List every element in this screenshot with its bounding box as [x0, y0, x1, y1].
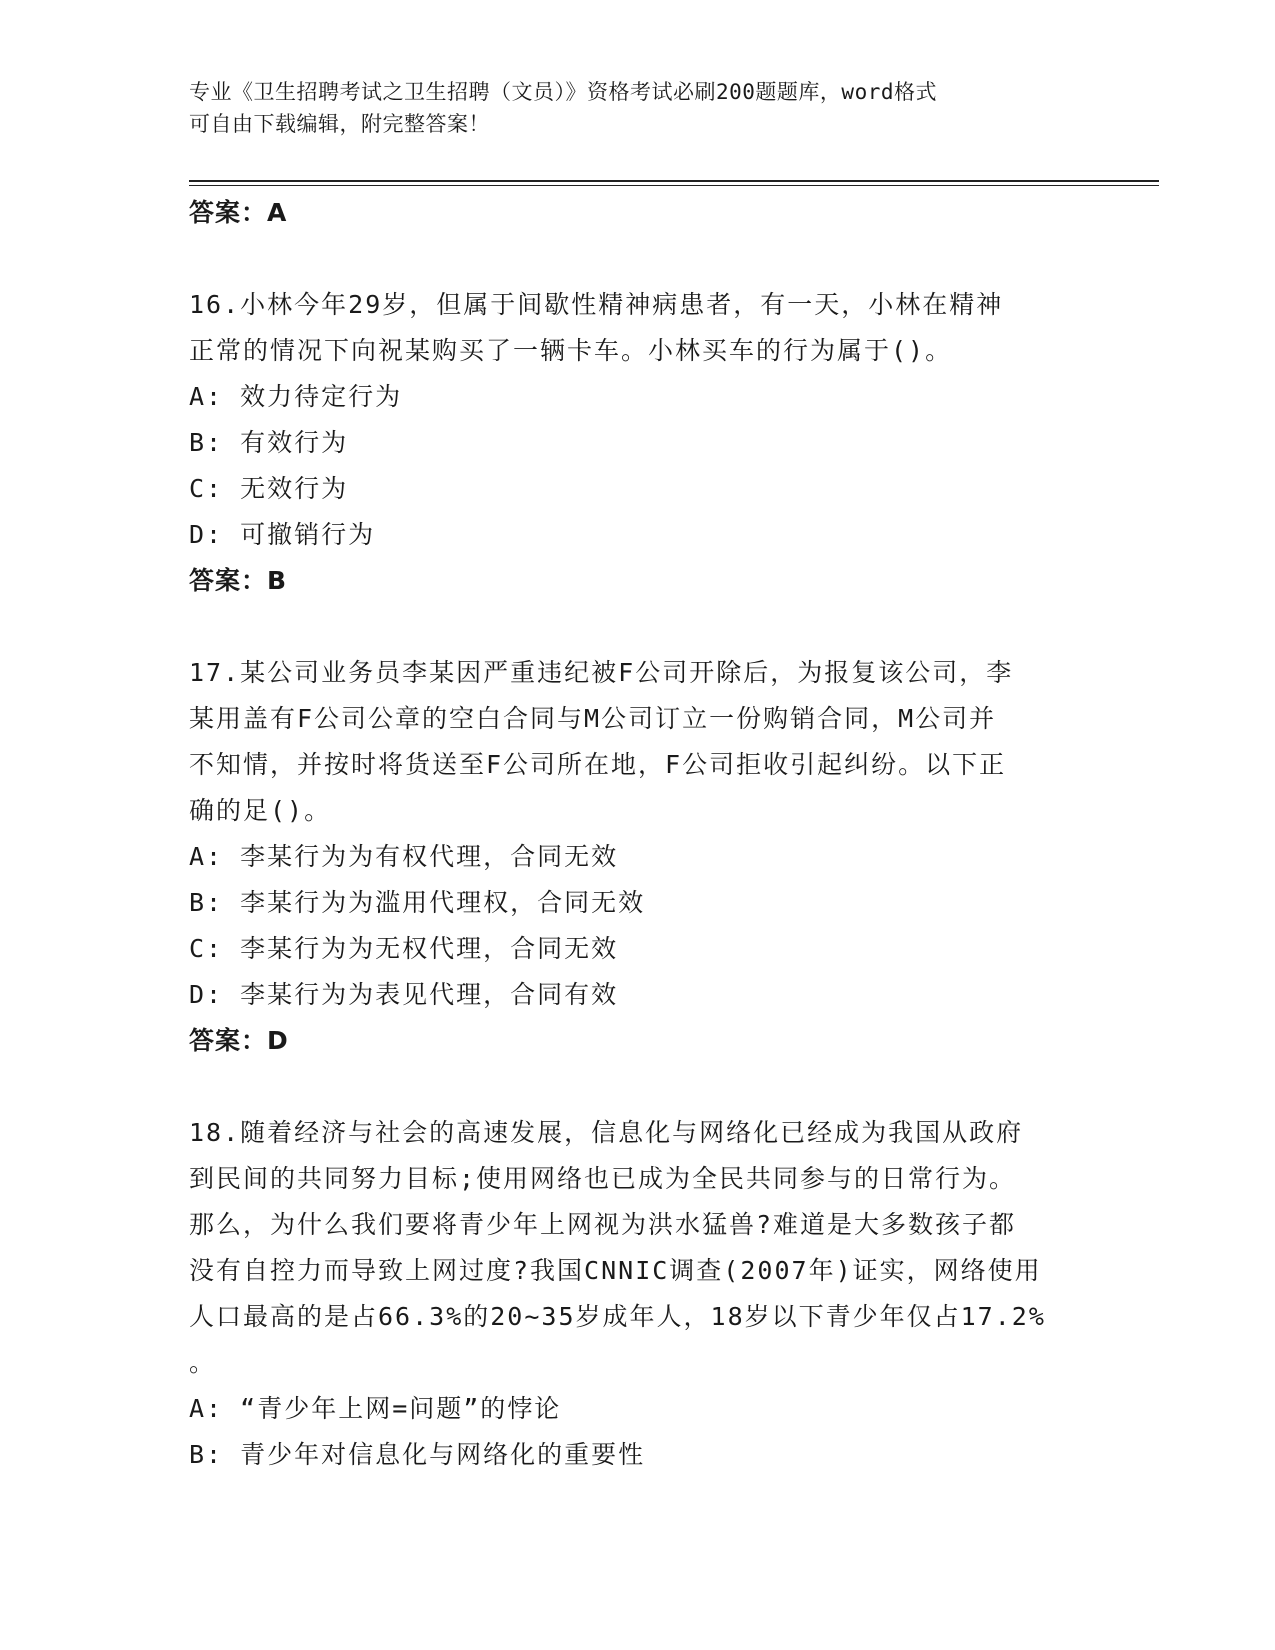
- option-b: B: 青少年对信息化与网络化的重要性: [189, 1440, 646, 1469]
- question-stem-line: 某用盖有F公司公章的空白合同与M公司订立一份购销合同，M公司并: [189, 704, 997, 733]
- question-17: [189, 650, 1089, 1064]
- question-stem-line: 16.小林今年29岁，但属于间歇性精神病患者，有一天，小林在精神: [189, 290, 1004, 319]
- question-stem-line: 正常的情况下向祝某购买了一辆卡车。小林买车的行为属于()。: [189, 336, 953, 365]
- header-rule-thin: [189, 185, 1159, 186]
- question-stem-line: 不知情，并按时将货送至F公司所在地，F公司拒收引起纠纷。以下正: [189, 750, 1007, 779]
- question-stem-line: 确的足()。: [189, 796, 332, 825]
- answer-line: 答案：D: [189, 1026, 289, 1055]
- header-rule-thick: [189, 180, 1159, 182]
- option-d: D: 可撤销行为: [189, 520, 376, 549]
- question-stem-line: 到民间的共同努力目标;使用网络也已成为全民共同参与的日常行为。: [189, 1164, 1017, 1193]
- answer-line: 答案：B: [189, 566, 288, 595]
- option-a: A: 效力待定行为: [189, 382, 403, 411]
- option-b: B: 李某行为为滥用代理权，合同无效: [189, 888, 646, 917]
- option-a: A: 李某行为为有权代理，合同无效: [189, 842, 619, 871]
- header-line-2: 可自由下载编辑，附完整答案！: [189, 112, 490, 136]
- question-stem-line: 没有自控力而导致上网过度?我国CNNIC调查(2007年)证实，网络使用: [189, 1256, 1042, 1285]
- option-b: B: 有效行为: [189, 428, 349, 457]
- question-stem-line: 17.某公司业务员李某因严重违纪被F公司开除后，为报复该公司，李: [189, 658, 1014, 687]
- question-16: [189, 282, 1089, 604]
- document-content: [189, 190, 1089, 1478]
- document-header: [189, 76, 1089, 140]
- option-c: C: 李某行为为无权代理，合同无效: [189, 934, 619, 963]
- option-d: D: 李某行为为表见代理，合同有效: [189, 980, 619, 1009]
- option-c: C: 无效行为: [189, 474, 349, 503]
- question-stem-line: 18.随着经济与社会的高速发展，信息化与网络化已经成为我国从政府: [189, 1118, 1024, 1147]
- answer-line: 答案：A: [189, 198, 288, 227]
- question-stem-line: 那么，为什么我们要将青少年上网视为洪水猛兽?难道是大多数孩子都: [189, 1210, 1017, 1239]
- question-stem-line: 人口最高的是占66.3%的20~35岁成年人，18岁以下青少年仅占17.2%: [189, 1302, 1046, 1331]
- question-18: [189, 1110, 1089, 1478]
- option-a: A: “青少年上网=问题”的悖论: [189, 1394, 562, 1423]
- question-stem-line: 。: [189, 1348, 217, 1377]
- header-line-1: 专业《卫生招聘考试之卫生招聘（文员）》资格考试必刷200题题库，word格式: [189, 80, 937, 104]
